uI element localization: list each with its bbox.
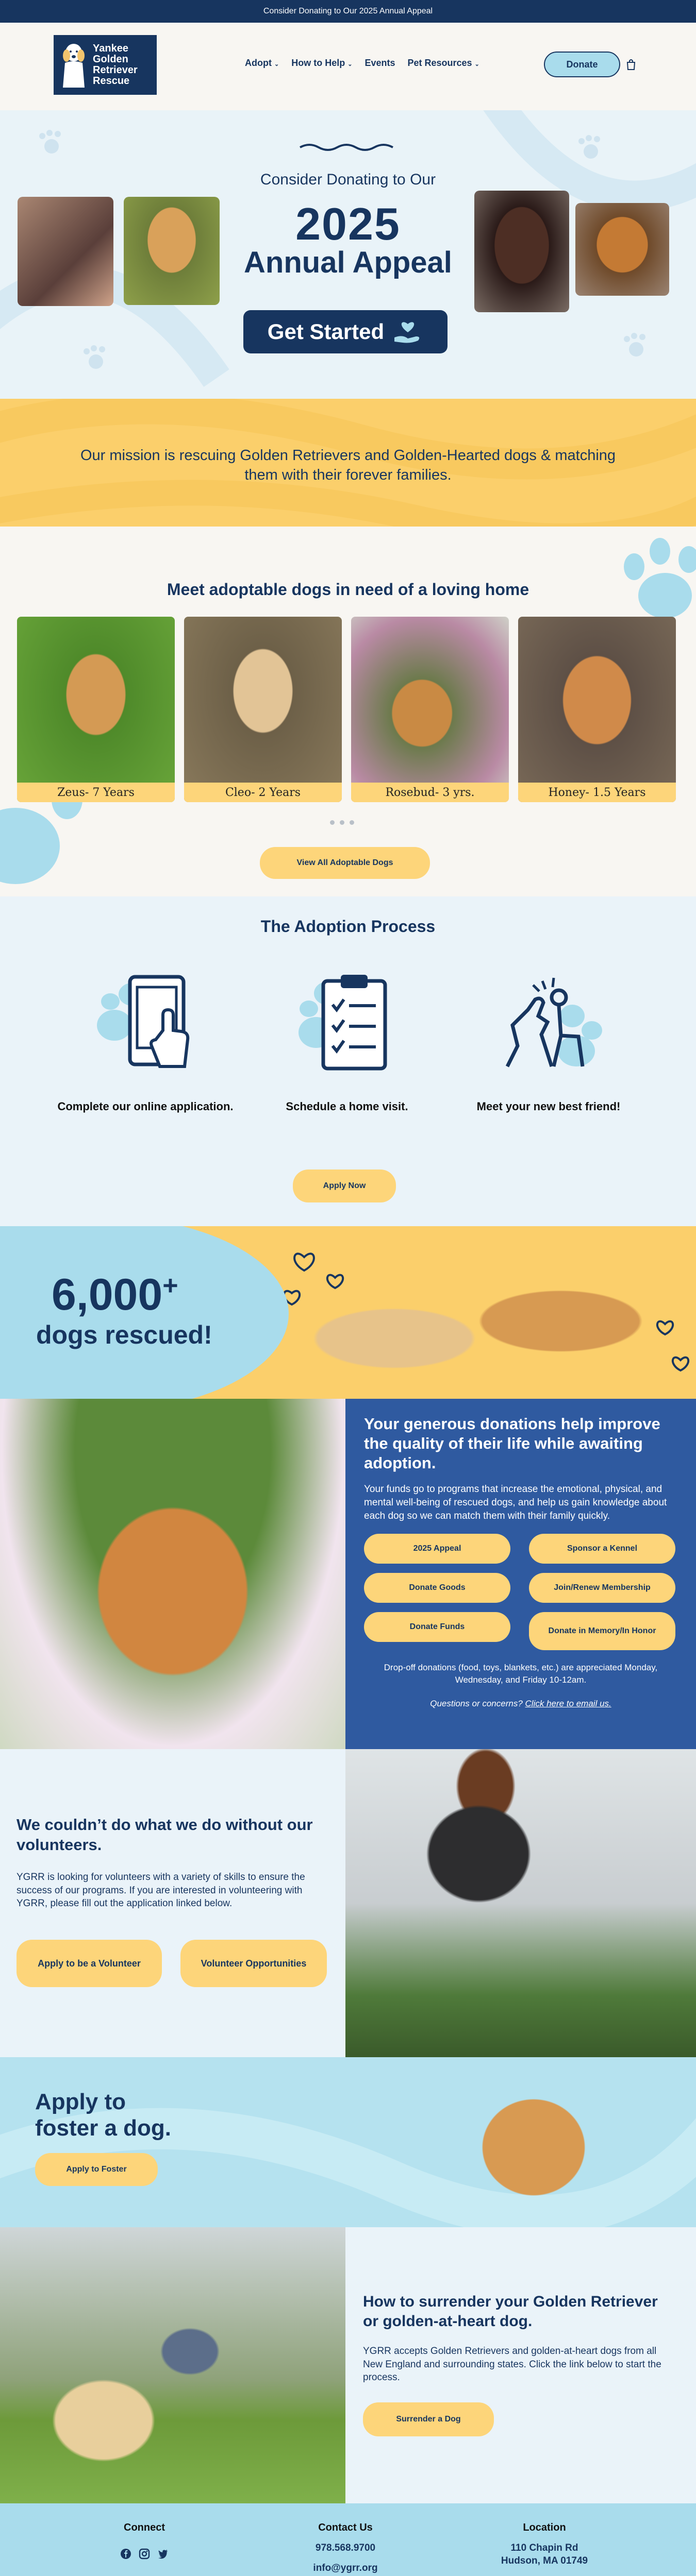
facebook-icon[interactable] (120, 2548, 131, 2560)
donate-2025-appeal-button[interactable]: 2025 Appeal (364, 1534, 510, 1564)
nav-how-to-help[interactable] (291, 58, 352, 69)
get-started-label: Get Started (267, 319, 385, 344)
rescued-number: 6,000 (52, 1270, 163, 1319)
dropoff-note: Drop-off donations (food, toys, blankets, etc.) are appreciated Monday, Wednesday, and Friday 10-12am. (384, 1663, 658, 1685)
volunteer-heading: We couldn’t do what we do without our volunteers. (16, 1816, 313, 1854)
process-step (47, 969, 243, 1113)
membership-button[interactable]: Join/Renew Membership (529, 1573, 675, 1603)
nav-adopt-label: Adopt (245, 58, 272, 68)
donations-section (0, 1399, 696, 1749)
puppy-photo (449, 2067, 619, 2227)
surrender-section (0, 2227, 696, 2503)
volunteer-with-dog-photo (345, 1749, 696, 2057)
donate-button[interactable]: Donate (544, 52, 620, 77)
rescued-count (52, 1269, 178, 1320)
logo-line: Yankee (93, 43, 128, 54)
adoptable-dogs-section (0, 527, 696, 896)
hero-subtitle: Consider Donating to Our (260, 171, 436, 188)
donate-funds-button[interactable]: Donate Funds (364, 1612, 510, 1642)
chevron-down-icon: ⌄ (474, 61, 479, 67)
site-header (0, 23, 696, 110)
hearts-decoration-icon (273, 1236, 696, 1391)
paw-print-decoration-icon (614, 534, 696, 621)
golden-dog-logo-icon (59, 41, 89, 89)
nav-pet-resources[interactable] (407, 58, 479, 69)
footer-connect (67, 2522, 222, 2560)
dog-card[interactable] (17, 617, 175, 802)
surrender-heading: How to surrender your Golden Retriever or golden-at-heart dog. (363, 2293, 658, 2330)
sponsor-kennel-button[interactable]: Sponsor a Kennel (529, 1534, 675, 1564)
process-step (249, 969, 445, 1113)
donate-goods-button[interactable]: Donate Goods (364, 1573, 510, 1603)
dog-card-caption: Cleo- 2 Years (184, 783, 342, 802)
donation-options (364, 1534, 677, 1650)
social-links (67, 2548, 222, 2560)
dogs-rescued-banner (0, 1226, 696, 1399)
volunteer-section (0, 1749, 696, 2057)
logo-line: Retriever (93, 64, 138, 76)
question-text: Questions or concerns? (430, 1698, 523, 1708)
boy-playing-with-dog-photo (0, 2227, 345, 2503)
surrender-a-dog-button[interactable]: Surrender a Dog (363, 2402, 494, 2436)
adoptable-heading: Meet adoptable dogs in need of a loving home (167, 580, 529, 599)
logo-wordmark (93, 43, 138, 87)
nav-how-to-help-label: How to Help (291, 58, 345, 68)
process-step-label: Schedule a home visit. (286, 1100, 408, 1113)
view-all-adoptable-dogs-button[interactable]: View All Adoptable Dogs (260, 847, 430, 879)
dog-card[interactable] (518, 617, 676, 802)
donate-in-memory-button[interactable]: Donate in Memory/In Honor (529, 1612, 675, 1650)
dog-card-caption: Honey- 1.5 Years (518, 783, 676, 802)
rescued-plus: + (162, 1270, 178, 1301)
volunteer-description: YGRR is looking for volunteers with a variety of skills to ensure the success of our programs. If you are interested in volunteering with YGRR, please fill out the application linked below. (16, 1872, 305, 1909)
dog-card-caption: Rosebud- 3 yrs. (351, 783, 509, 802)
announcement-bar[interactable] (0, 0, 696, 23)
carousel-dot[interactable] (340, 820, 344, 825)
chevron-down-icon: ⌄ (347, 61, 353, 67)
carousel-dots[interactable] (330, 820, 354, 825)
hero-year: 2025 (295, 198, 401, 249)
footer-connect-heading: Connect (124, 2522, 165, 2533)
dog-card[interactable] (184, 617, 342, 802)
foster-heading (35, 2089, 171, 2141)
address-line: 110 Chapin Rd (510, 2543, 578, 2553)
apply-volunteer-button[interactable]: Apply to be a Volunteer (16, 1940, 162, 1987)
address-line: Hudson, MA 01749 (501, 2555, 588, 2566)
hero-title: Annual Appeal (244, 246, 452, 279)
foster-heading-line: foster a dog. (35, 2115, 172, 2141)
hero-banner (0, 110, 696, 399)
instagram-icon[interactable] (139, 2548, 150, 2560)
rescued-label: dogs rescued! (36, 1320, 212, 1349)
twitter-icon[interactable] (157, 2548, 169, 2560)
footer-email[interactable]: info@ygrr.org (313, 2562, 378, 2573)
logo-line: Golden (93, 54, 128, 65)
dog-card[interactable] (351, 617, 509, 802)
main-nav (245, 58, 479, 69)
adoption-process-section (0, 896, 696, 1226)
dog-card-caption: Zeus- 7 Years (17, 783, 175, 802)
footer-location-heading: Location (523, 2522, 566, 2533)
announcement-text[interactable]: Consider Donating to Our 2025 Annual Appeal (263, 7, 433, 15)
donations-heading: Your generous donations help improve the quality of their life while awaiting adoption. (364, 1415, 660, 1472)
mission-statement: Our mission is rescuing Golden Retrievers and Golden-Hearted dogs & matching them with their forever families. (80, 447, 616, 483)
nav-pet-resources-label: Pet Resources (407, 58, 472, 68)
footer-contact (268, 2522, 423, 2574)
process-step (451, 969, 647, 1113)
heart-hand-icon (392, 319, 423, 345)
tablet-tap-icon (78, 969, 212, 1082)
footer-phone[interactable]: 978.568.9700 (315, 2543, 376, 2553)
donations-panel (345, 1399, 696, 1749)
surrender-description: YGRR accepts Golden Retrievers and golden-at-heart dogs from all New England and surrounding states. Click the link below to start the process. (363, 2346, 661, 2383)
adoption-process-heading: The Adoption Process (260, 917, 436, 936)
footer-contact-heading: Contact Us (318, 2522, 373, 2533)
process-step-label: Complete our online application. (57, 1100, 234, 1113)
volunteer-opportunities-button[interactable]: Volunteer Opportunities (180, 1940, 327, 1987)
foster-banner (0, 2057, 696, 2227)
site-logo[interactable] (54, 35, 157, 95)
contact-email-line (364, 1699, 677, 1709)
email-us-link[interactable]: Click here to email us. (525, 1698, 611, 1708)
dog-high-five-icon (482, 969, 616, 1082)
apply-now-button[interactable]: Apply Now (293, 1170, 396, 1202)
mission-band (0, 399, 696, 527)
chevron-down-icon: ⌄ (274, 61, 279, 67)
donations-description: Your funds go to programs that increase the emotional, physical, and mental well-being of rescued dogs, and help us gain knowledge about each dog so we can match them with their family quickly. (364, 1484, 667, 1521)
golden-in-flowers-photo (0, 1399, 345, 1749)
footer-location (467, 2522, 622, 2567)
footer-address (467, 2542, 622, 2567)
clipboard-checklist-icon (280, 969, 414, 1082)
nav-events[interactable]: Events (364, 58, 395, 68)
site-footer (0, 2503, 696, 2576)
apply-to-foster-button[interactable]: Apply to Foster (35, 2153, 158, 2186)
get-started-button[interactable] (243, 310, 448, 353)
nav-adopt[interactable] (245, 58, 279, 69)
process-step-label: Meet your new best friend! (476, 1100, 621, 1113)
carousel-dot[interactable] (330, 820, 335, 825)
carousel-dot[interactable] (350, 820, 354, 825)
foster-heading-line: Apply to (35, 2089, 126, 2114)
shopping-bag-icon[interactable] (626, 59, 636, 70)
logo-line: Rescue (93, 75, 130, 87)
